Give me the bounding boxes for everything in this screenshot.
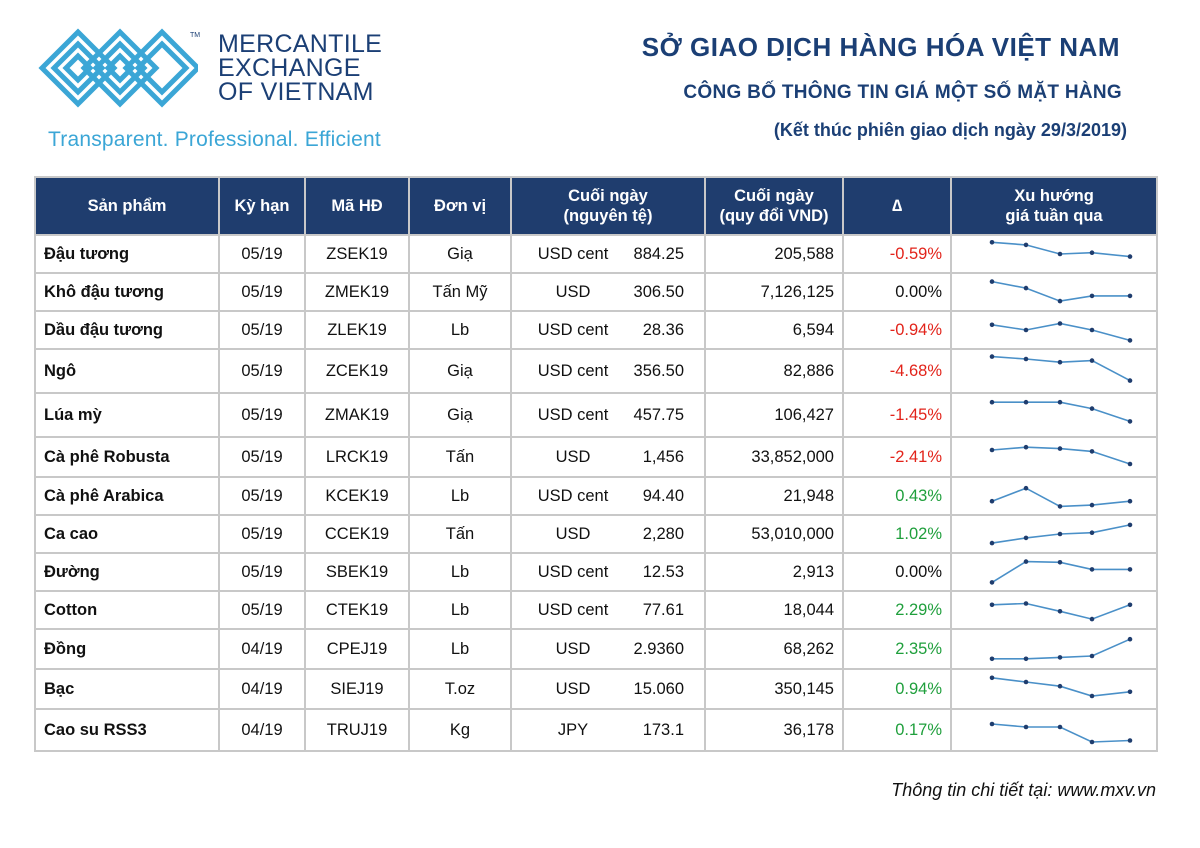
price-table (34, 176, 1158, 752)
cell-term: 05/19 (219, 553, 305, 591)
trend-point (1058, 504, 1063, 509)
header-line: Cuối ngày (734, 187, 814, 205)
trend-point (1058, 609, 1063, 614)
trend-line (992, 282, 1130, 302)
cell-delta: -4.68% (843, 349, 951, 393)
cell-close-vnd: 6,594 (705, 311, 843, 349)
trend-point (1090, 328, 1095, 333)
trend-point (1128, 603, 1133, 608)
trend-point (1024, 657, 1029, 662)
cell-trend (951, 669, 1157, 709)
cell-product: Cao su RSS3 (35, 709, 219, 751)
trend-sparkline (960, 555, 1166, 589)
table-row (35, 235, 1157, 273)
cell-delta: 0.43% (843, 477, 951, 515)
close-price: 77.61 (642, 600, 684, 619)
tagline: Transparent. Professional. Efficient (48, 128, 381, 151)
cell-close-original (511, 669, 705, 709)
trend-sparkline (960, 237, 1166, 271)
logo-line: EXCHANGE (218, 54, 361, 82)
trend-point (1058, 532, 1063, 537)
cell-code: ZMAK19 (305, 393, 409, 437)
cell-term: 05/19 (219, 437, 305, 477)
cell-close-original (511, 591, 705, 629)
cell-close-original (511, 709, 705, 751)
footer-info: Thông tin chi tiết tại: www.mxv.vn (891, 780, 1156, 800)
cell-unit: Tấn (409, 515, 511, 553)
close-original-wrap (520, 516, 696, 552)
header-line: Cuối ngày (568, 187, 648, 205)
close-original-wrap (520, 592, 696, 628)
currency-label: USD (555, 524, 591, 543)
cell-term: 05/19 (219, 591, 305, 629)
cell-trend (951, 235, 1157, 273)
close-price: 2,280 (642, 524, 684, 543)
table-row (35, 349, 1157, 393)
close-price: 356.50 (633, 361, 684, 380)
trend-point (1128, 419, 1133, 424)
trend-sparkline (960, 479, 1166, 513)
page-subtitle: CÔNG BỐ THÔNG TIN GIÁ MỘT SỐ MẶT HÀNG (683, 82, 1122, 103)
currency-label: USD (555, 282, 591, 301)
cell-unit: Kg (409, 709, 511, 751)
cell-trend (951, 477, 1157, 515)
cell-unit: Lb (409, 553, 511, 591)
currency-label: USD cent (537, 600, 609, 619)
table-row (35, 437, 1157, 477)
header-line: Xu hướng (1014, 187, 1094, 205)
cell-trend (951, 709, 1157, 751)
close-price: 457.75 (633, 405, 684, 424)
trend-point (1090, 449, 1095, 454)
cell-delta: 0.17% (843, 709, 951, 751)
trend-sparkline (960, 275, 1166, 309)
close-original-wrap (520, 438, 696, 476)
trend-point (1128, 499, 1133, 504)
trend-point (1128, 738, 1133, 743)
cell-trend (951, 273, 1157, 311)
cell-product: Đậu tương (35, 235, 219, 273)
cell-close-vnd: 18,044 (705, 591, 843, 629)
cell-code: LRCK19 (305, 437, 409, 477)
close-original-wrap (520, 236, 696, 272)
trend-point (1058, 252, 1063, 257)
cell-unit: Tấn (409, 437, 511, 477)
trend-point (1090, 617, 1095, 622)
cell-close-original (511, 235, 705, 273)
header-line: (quy đổi VND) (719, 207, 829, 225)
trend-sparkline (960, 395, 1166, 435)
trend-point (1058, 446, 1063, 451)
trend-point (1024, 601, 1029, 606)
cell-close-original (511, 477, 705, 515)
trend-point (1090, 503, 1095, 508)
col-header-close-vnd (705, 177, 843, 235)
table-row (35, 273, 1157, 311)
cell-code: ZMEK19 (305, 273, 409, 311)
cell-close-original (511, 311, 705, 349)
col-header-delta: ∆ (843, 177, 951, 235)
trend-point (1058, 655, 1063, 660)
trend-point (1090, 406, 1095, 411)
cell-delta: -1.45% (843, 393, 951, 437)
trend-line (992, 488, 1130, 506)
cell-term: 05/19 (219, 515, 305, 553)
trend-point (1058, 360, 1063, 365)
trend-point (1024, 328, 1029, 333)
cell-unit: Tấn Mỹ (409, 273, 511, 311)
currency-label: USD (555, 639, 591, 658)
cell-product: Ca cao (35, 515, 219, 553)
col-header-close-original (511, 177, 705, 235)
trend-point (1024, 400, 1029, 405)
trend-point (1128, 254, 1133, 259)
cell-trend (951, 591, 1157, 629)
cell-trend (951, 515, 1157, 553)
cell-trend (951, 349, 1157, 393)
trend-point (1058, 560, 1063, 565)
cell-code: ZSEK19 (305, 235, 409, 273)
trend-point (1024, 243, 1029, 248)
cell-code: SBEK19 (305, 553, 409, 591)
cell-delta: 1.02% (843, 515, 951, 553)
table-row (35, 591, 1157, 629)
col-header-product: Sản phẩm (35, 177, 219, 235)
trend-line (992, 324, 1130, 341)
close-original-wrap (520, 394, 696, 436)
cell-delta: 0.94% (843, 669, 951, 709)
trend-point (1024, 680, 1029, 685)
currency-label: USD (555, 679, 591, 698)
cell-code: TRUJ19 (305, 709, 409, 751)
trend-point (990, 722, 995, 727)
trend-point (1058, 299, 1063, 304)
close-price: 94.40 (642, 486, 684, 505)
trend-point (990, 541, 995, 546)
trend-point (1128, 637, 1133, 642)
trend-point (990, 499, 995, 504)
trend-point (1024, 445, 1029, 450)
cell-term: 05/19 (219, 311, 305, 349)
table-row (35, 669, 1157, 709)
close-original-wrap (520, 554, 696, 590)
trend-line (992, 402, 1130, 421)
header-line: giá tuần qua (1005, 207, 1103, 225)
cell-code: ZLEK19 (305, 311, 409, 349)
trend-point (1128, 378, 1133, 383)
cell-close-vnd: 106,427 (705, 393, 843, 437)
table-header-row (35, 177, 1157, 235)
cell-code: CPEJ19 (305, 629, 409, 669)
close-original-wrap (520, 710, 696, 750)
trend-point (990, 279, 995, 284)
table-row (35, 515, 1157, 553)
cell-unit: Giạ (409, 349, 511, 393)
cell-close-vnd: 33,852,000 (705, 437, 843, 477)
cell-delta: 0.00% (843, 553, 951, 591)
cell-term: 05/19 (219, 273, 305, 311)
table-row (35, 629, 1157, 669)
cell-term: 04/19 (219, 629, 305, 669)
cell-unit: Lb (409, 311, 511, 349)
logo-line: MERCANTILE (218, 30, 383, 58)
cell-product: Cotton (35, 591, 219, 629)
close-original-wrap (520, 478, 696, 514)
trend-point (1128, 294, 1133, 299)
cell-close-original (511, 273, 705, 311)
cell-close-vnd: 82,886 (705, 349, 843, 393)
close-original-wrap (520, 312, 696, 348)
currency-label: USD cent (537, 486, 609, 505)
trend-sparkline (960, 711, 1166, 749)
close-original-wrap (520, 350, 696, 392)
cell-term: 05/19 (219, 477, 305, 515)
cell-close-vnd: 21,948 (705, 477, 843, 515)
cell-delta: 2.29% (843, 591, 951, 629)
trend-sparkline (960, 631, 1166, 667)
trend-point (1090, 250, 1095, 255)
cell-delta: -2.41% (843, 437, 951, 477)
currency-label: USD cent (537, 320, 609, 339)
col-header-term: Kỳ hạn (219, 177, 305, 235)
cell-close-original (511, 629, 705, 669)
trademark-mark: TM (190, 32, 201, 39)
trend-point (1024, 559, 1029, 564)
currency-label: USD cent (537, 244, 609, 263)
cell-product: Đồng (35, 629, 219, 669)
trend-point (1024, 286, 1029, 291)
trend-point (1024, 725, 1029, 730)
trend-point (1090, 530, 1095, 535)
cell-close-vnd: 68,262 (705, 629, 843, 669)
trend-point (990, 603, 995, 608)
trend-point (1090, 567, 1095, 572)
trend-point (1128, 462, 1133, 467)
trend-sparkline (960, 517, 1166, 551)
col-header-trend (951, 177, 1157, 235)
cell-unit: Giạ (409, 235, 511, 273)
cell-close-vnd: 36,178 (705, 709, 843, 751)
table-row (35, 393, 1157, 437)
cell-product: Ngô (35, 349, 219, 393)
page-title: SỞ GIAO DỊCH HÀNG HÓA VIỆT NAM (641, 32, 1120, 62)
close-price: 12.53 (642, 562, 684, 581)
trend-point (1128, 567, 1133, 572)
trend-point (1090, 358, 1095, 363)
cell-product: Khô đậu tương (35, 273, 219, 311)
table-row (35, 477, 1157, 515)
cell-close-vnd: 53,010,000 (705, 515, 843, 553)
trend-point (990, 323, 995, 328)
trend-point (1090, 694, 1095, 699)
trend-point (1058, 400, 1063, 405)
cell-close-original (511, 437, 705, 477)
cell-term: 05/19 (219, 393, 305, 437)
cell-close-original (511, 393, 705, 437)
cell-trend (951, 437, 1157, 477)
close-price: 2.9360 (633, 639, 684, 658)
cell-unit: T.oz (409, 669, 511, 709)
cell-product: Cà phê Robusta (35, 437, 219, 477)
cell-product: Cà phê Arabica (35, 477, 219, 515)
cell-term: 05/19 (219, 235, 305, 273)
close-price: 15.060 (633, 679, 684, 698)
trend-point (1058, 725, 1063, 730)
trend-point (1090, 294, 1095, 299)
close-price: 173.1 (642, 720, 684, 739)
table-row (35, 709, 1157, 751)
table-row (35, 311, 1157, 349)
cell-term: 04/19 (219, 669, 305, 709)
trend-point (1090, 654, 1095, 659)
trend-point (990, 240, 995, 245)
cell-delta: 0.00% (843, 273, 951, 311)
logo-line: OF VIETNAM (218, 78, 374, 106)
cell-unit: Lb (409, 591, 511, 629)
trend-sparkline (960, 351, 1166, 391)
trend-point (1128, 690, 1133, 695)
cell-trend (951, 629, 1157, 669)
currency-label: USD cent (537, 562, 609, 581)
col-header-code: Mã HĐ (305, 177, 409, 235)
close-price: 306.50 (633, 282, 684, 301)
cell-close-vnd: 2,913 (705, 553, 843, 591)
cell-close-vnd: 205,588 (705, 235, 843, 273)
trend-point (1128, 523, 1133, 528)
currency-label: JPY (557, 720, 589, 739)
header-line: (nguyên tệ) (563, 207, 653, 225)
trend-point (990, 400, 995, 405)
cell-unit: Lb (409, 629, 511, 669)
close-original-wrap (520, 630, 696, 668)
trend-sparkline (960, 671, 1166, 707)
cell-code: CCEK19 (305, 515, 409, 553)
cell-product: Bạc (35, 669, 219, 709)
close-original-wrap (520, 670, 696, 708)
trend-point (990, 580, 995, 585)
trend-point (990, 448, 995, 453)
table-row (35, 553, 1157, 591)
trend-point (1024, 357, 1029, 362)
cell-code: SIEJ19 (305, 669, 409, 709)
cell-unit: Giạ (409, 393, 511, 437)
trend-point (1024, 536, 1029, 541)
session-date: (Kết thúc phiên giao dịch ngày 29/3/2019) (773, 120, 1127, 140)
trend-point (1058, 684, 1063, 689)
cell-unit: Lb (409, 477, 511, 515)
cell-term: 05/19 (219, 349, 305, 393)
trend-point (1058, 321, 1063, 326)
cell-close-original (511, 349, 705, 393)
cell-trend (951, 553, 1157, 591)
cell-code: CTEK19 (305, 591, 409, 629)
trend-sparkline (960, 593, 1166, 627)
currency-label: USD cent (537, 405, 609, 424)
close-price: 884.25 (633, 244, 684, 263)
cell-close-vnd: 350,145 (705, 669, 843, 709)
trend-point (990, 354, 995, 359)
col-header-unit: Đơn vị (409, 177, 511, 235)
close-original-wrap (520, 274, 696, 310)
trend-point (1128, 338, 1133, 343)
currency-label: USD cent (537, 361, 609, 380)
trend-line (992, 562, 1130, 583)
cell-trend (951, 311, 1157, 349)
cell-close-original (511, 515, 705, 553)
trend-sparkline (960, 439, 1166, 475)
cell-close-vnd: 7,126,125 (705, 273, 843, 311)
trend-sparkline (960, 313, 1166, 347)
cell-product: Dầu đậu tương (35, 311, 219, 349)
currency-label: USD (555, 447, 591, 466)
cell-product: Đường (35, 553, 219, 591)
trend-point (1090, 740, 1095, 745)
trend-point (1024, 486, 1029, 491)
close-price: 1,456 (642, 447, 684, 466)
logo-wordmark (218, 32, 382, 104)
trend-point (990, 676, 995, 681)
cell-product: Lúa mỳ (35, 393, 219, 437)
cell-code: ZCEK19 (305, 349, 409, 393)
trend-point (990, 657, 995, 662)
close-price: 28.36 (642, 320, 684, 339)
cell-delta: -0.94% (843, 311, 951, 349)
cell-close-original (511, 553, 705, 591)
cell-term: 04/19 (219, 709, 305, 751)
mxv-logo-mark-icon (38, 28, 201, 118)
cell-delta: -0.59% (843, 235, 951, 273)
cell-code: KCEK19 (305, 477, 409, 515)
cell-trend (951, 393, 1157, 437)
cell-delta: 2.35% (843, 629, 951, 669)
